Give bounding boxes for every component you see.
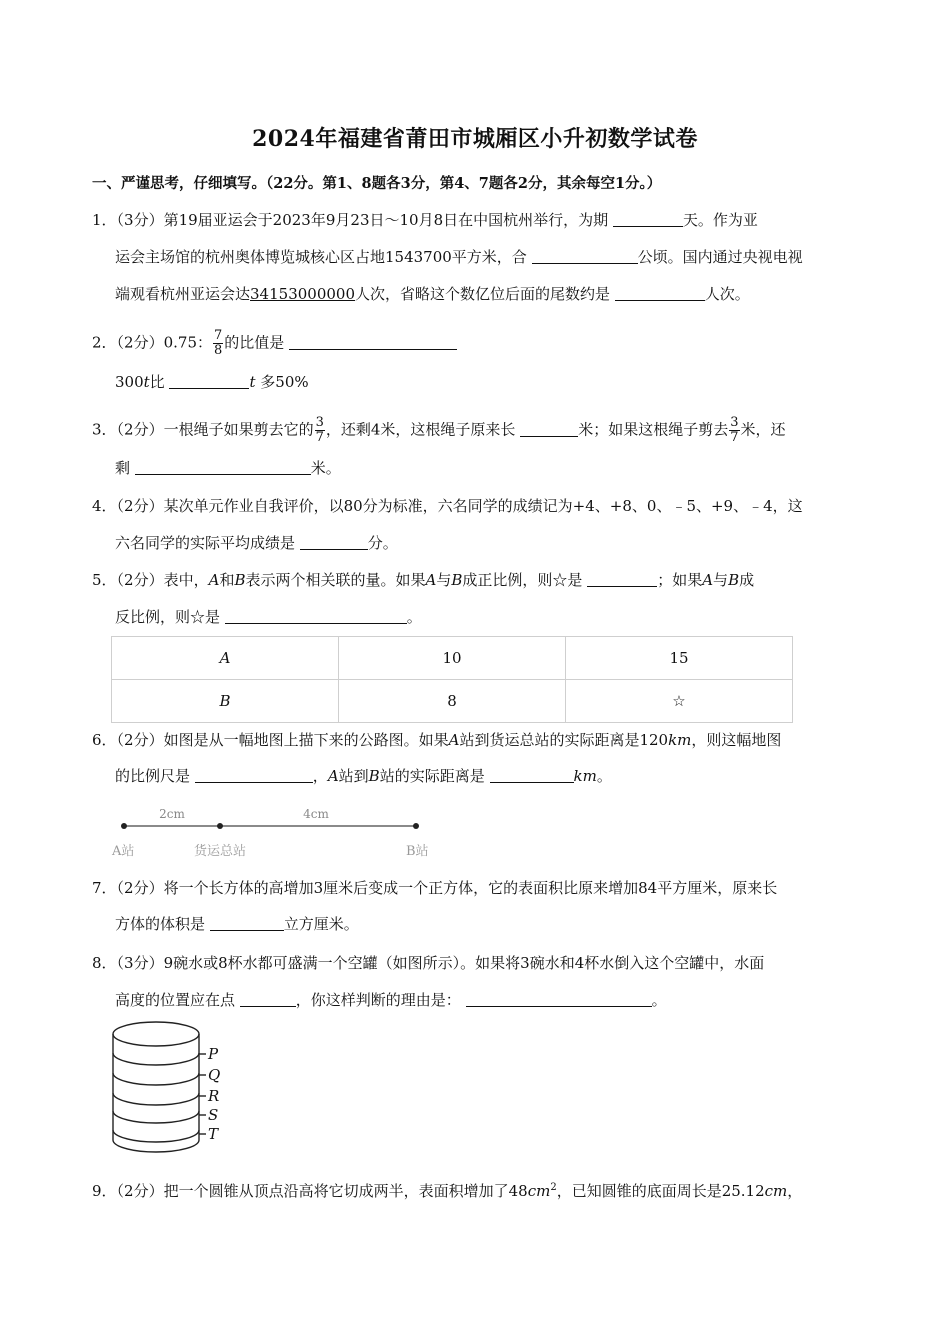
q1-blank-2[interactable] <box>532 247 638 264</box>
q4-number: 4． <box>92 497 117 515</box>
depot-label: 货运总站 <box>193 844 247 859</box>
q8-blank-1[interactable] <box>240 990 296 1007</box>
can-top <box>113 1022 199 1046</box>
q2-line-1: 2．（2分）0.75： $\frac{7}{8}$ 的比值是 <box>92 329 457 358</box>
section-heading: 一、严谨思考，仔细填写。（22分。第1、8题各3分，第4、7题各2分，其余每空1分。） <box>92 175 662 192</box>
q9-line-1: 9．（2分）把一个圆锥从顶点沿高将它切成两半，表面积增加了$48cm^2$，已知圆锥的底面周长是25.12cm， <box>92 1182 803 1200</box>
fraction-3-7: $\frac{3}{7}$ <box>315 415 324 445</box>
table-cell: A <box>112 637 339 680</box>
q6-number: 6． <box>92 731 117 749</box>
q8-number: 8． <box>92 954 117 972</box>
q5-blank-1[interactable] <box>587 570 657 587</box>
q7-line-1: 7．（2分）将一个长方体的高增加3厘米后变成一个正方体，它的表面积比原来增加84平方厘米，原来长 <box>92 879 778 897</box>
q2-line-2: 300t比 t 多50% <box>115 373 309 391</box>
q8-line-2: 高度的位置应在点 ，你这样判断的理由是： 。 <box>115 991 667 1009</box>
q8-line-1: 8．（3分）9碗水或8杯水都可盛满一个空罐（如图所示）。如果将3碗水和4杯水倒入这个空罐中，水面 <box>92 954 765 972</box>
q5-line-2: 反比例，则☆是 。 <box>115 608 422 626</box>
q1-blank-1[interactable] <box>613 210 683 227</box>
q3-line-2: 剩 米。 <box>115 459 341 477</box>
station-a-label: A站 <box>112 844 135 859</box>
q3-blank-1[interactable] <box>520 420 578 437</box>
underlined-number: 34153000000 <box>250 285 355 303</box>
q1-line-1: 1．（3分）第19届亚运会于2023年9月23日～10月8日在中国杭州举行，为期 天。作为亚 <box>92 211 758 229</box>
point-q-label: Q <box>208 1066 221 1084</box>
q2-number: 2． <box>92 333 117 352</box>
q4-line-1: 4．（2分）某次单元作业自我评价，以80分为标准，六名同学的成绩记为+4、+8、0、﹣5、+9、﹣4，这 <box>92 497 803 515</box>
table-cell: 15 <box>566 637 793 680</box>
can-figure <box>108 1018 238 1162</box>
point-s-label: S <box>208 1106 219 1124</box>
q6-blank-2[interactable] <box>490 766 574 783</box>
q3-line-1: 3．（2分）一根绳子如果剪去它的 $\frac{3}{7}$ ，还剩4米，这根绳子原来长 米；如果这根绳子剪去 $\frac{3}{7}$ 米，还 <box>92 415 786 445</box>
table-cell: 8 <box>339 680 566 723</box>
q6-line-2: 的比例尺是 ，A站到B站的实际距离是 km。 <box>115 767 612 785</box>
table-cell: ☆ <box>566 680 793 723</box>
can-band-q <box>113 1073 199 1085</box>
segment-label-2: 4cm <box>303 807 329 821</box>
q3-blank-2[interactable] <box>135 458 311 475</box>
can-band-p <box>113 1053 199 1065</box>
q7-blank-1[interactable] <box>210 914 284 931</box>
q2-blank-2[interactable] <box>169 372 249 389</box>
q6-line-1: 6．（2分）如图是从一幅地图上描下来的公路图。如果A站到货运总站的实际距离是120km，则这幅地图 <box>92 731 782 749</box>
ab-table <box>111 636 793 723</box>
point-r-label: R <box>208 1087 220 1105</box>
station-b-dot <box>413 823 419 829</box>
q3-number: 3． <box>92 420 117 439</box>
station-a-dot <box>121 823 127 829</box>
q4-blank-1[interactable] <box>300 533 368 550</box>
segment-label-1: 2cm <box>159 807 185 821</box>
table-row <box>112 637 793 680</box>
point-t-label: T <box>208 1125 219 1143</box>
q1-number: 1． <box>92 211 117 229</box>
q7-number: 7． <box>92 879 117 897</box>
q5-line-1: 5．（2分）表中，A和B表示两个相关联的量。如果A与B成正比例，则☆是 ；如果A与B成 <box>92 571 755 589</box>
point-p-label: P <box>208 1045 219 1063</box>
q1-blank-3[interactable] <box>615 284 705 301</box>
fraction-3-7-b: $\frac{3}{7}$ <box>730 415 739 445</box>
can-band-t <box>113 1130 199 1142</box>
q5-blank-2[interactable] <box>225 607 407 624</box>
can-band-r <box>113 1093 199 1105</box>
road-map-figure <box>110 802 450 862</box>
q1-line-3: 端观看杭州亚运会达34153000000人次，省略这个数亿位后面的尾数约是 人次。 <box>115 285 750 303</box>
fraction-7-8: $\frac{7}{8}$ <box>214 328 223 358</box>
q4-line-2: 六名同学的实际平均成绩是 分。 <box>115 534 398 552</box>
table-cell: 10 <box>339 637 566 680</box>
q8-blank-2[interactable] <box>466 990 652 1007</box>
q6-blank-1[interactable] <box>195 766 313 783</box>
q2-blank-1[interactable] <box>289 333 457 350</box>
can-band-s <box>113 1111 199 1123</box>
page-title: 2024年福建省莆田市城厢区小升初数学试卷 <box>252 126 698 152</box>
table-cell: B <box>112 680 339 723</box>
q9-number: 9． <box>92 1182 117 1200</box>
q7-line-2: 方体的体积是 立方厘米。 <box>115 915 359 933</box>
q1-line-2: 运会主场馆的杭州奥体博览城核心区占地1543700平方米，合 公顷。国内通过央视电视 <box>115 248 803 266</box>
q5-number: 5． <box>92 571 117 589</box>
station-b-label: B站 <box>406 844 429 859</box>
depot-dot <box>217 823 223 829</box>
table-row <box>112 680 793 723</box>
